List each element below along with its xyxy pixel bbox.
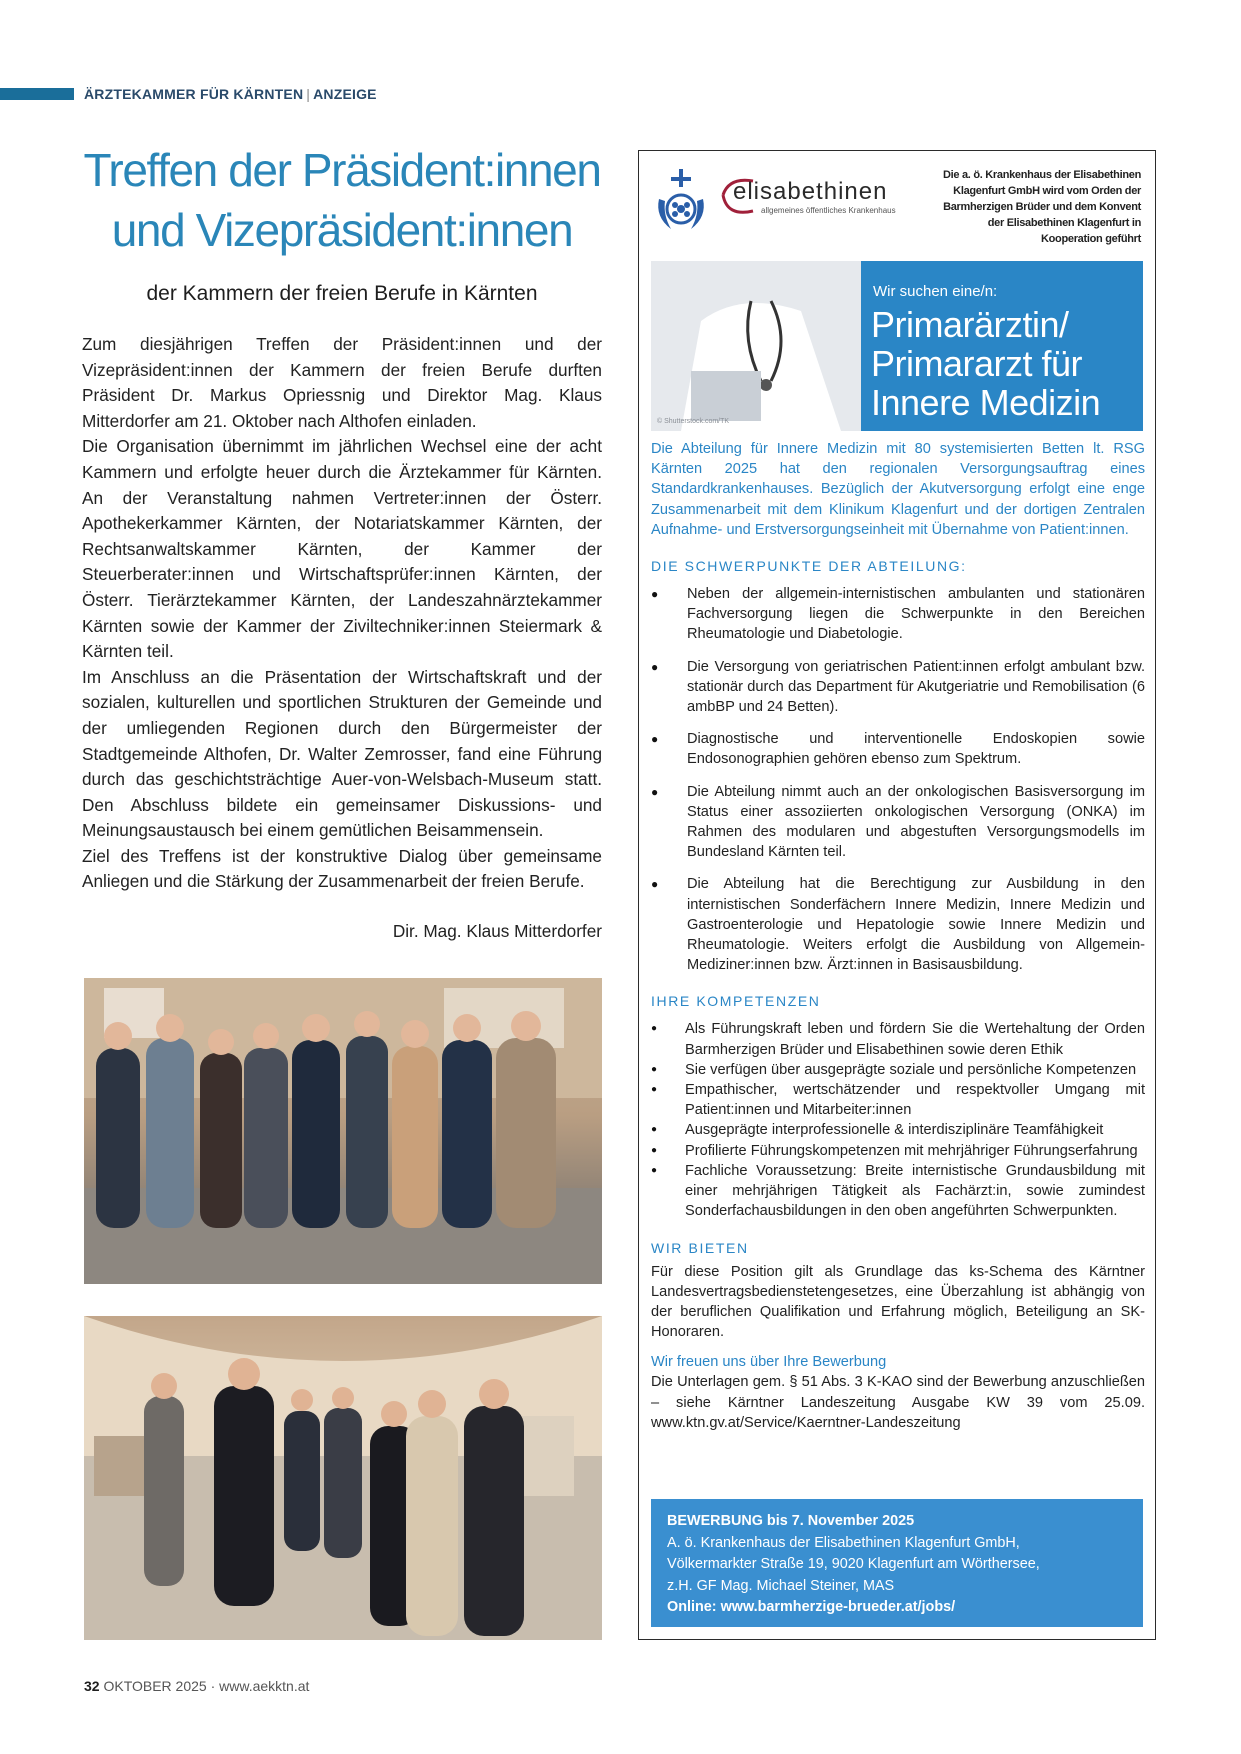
- application-address-line: A. ö. Krankenhaus der Elisabethinen Klagenfurt GmbH,: [667, 1534, 1020, 1551]
- logo-name: elisabethinen: [733, 178, 888, 205]
- competence-heading: IHRE KOMPETENZEN: [651, 993, 821, 1010]
- application-deadline: BEWERBUNG bis 7. November 2025: [667, 1513, 915, 1529]
- article-title: [82, 140, 602, 260]
- section-separator: |: [306, 86, 311, 102]
- article-paragraph: Die Organisation übernimmt im jährlichen Wechsel eine der acht Kammern und erfolgte heuer durch die Ärztekammer für Kärnten. An der Veranstaltung nahmen Vertreter:innen der Österr. Apothekerkammer Kärnten, der Notariatskammer Kärnten, der Rechtsanwaltskammer Kärnten, der Kammer der Steuerberater:innen und Wirtschaftsprüfer:innen Kärnten, der Österr. Tierärztekammer Kärnten, der Landeszahnärztekammer Kärnten sowie der Kammer der Ziviltechniker:innen Steiermark & Kärnten teil.: [82, 436, 602, 662]
- job-title: [871, 305, 1100, 422]
- we-search-label: Wir suchen eine/n:: [873, 283, 998, 300]
- group-photo: [84, 978, 602, 1284]
- offer-heading: WIR BIETEN: [651, 1239, 749, 1256]
- museum-tour-photo: [84, 1316, 602, 1640]
- group-photo-illustration: [84, 978, 602, 1284]
- article-subtitle: der Kammern der freien Berufe in Kärnten: [146, 282, 538, 305]
- photo-credit: © Shutterstock.com/TK: [657, 418, 730, 425]
- section-tag: ANZEIGE: [313, 86, 377, 102]
- apply-heading: Wir freuen uns über Ihre Bewerbung: [651, 1354, 887, 1371]
- list-item: ● Als Führungskraft leben und fördern Sie die Wertehaltung der Orden Barmherzigen Brüder und Elisabethinen sowie deren Ethik: [651, 1019, 1145, 1059]
- article-title-line1: Treffen der Präsident:innen: [83, 144, 601, 196]
- article-signature: Dir. Mag. Klaus Mitterdorfer: [392, 921, 602, 942]
- header-accent-bar: [0, 88, 74, 100]
- elisabethinen-logo: [649, 165, 919, 239]
- job-title-line1: Primarärztin/: [871, 304, 1069, 345]
- logo-subtitle: allgemeines öffentliches Krankenhaus: [761, 206, 896, 215]
- list-item: ● Sie verfügen über ausgeprägte soziale und persönliche Kompetenzen: [651, 1060, 1145, 1080]
- list-item: ● Die Abteilung nimmt auch an der onkologischen Basisversorgung im Status einer assoziierten onkologischen Versorgung (ONKA) im Rahmen des modularen und abgestuften Versorgungsmodells im Bundesland Kärnten teil.: [651, 782, 1145, 863]
- list-item: ● Profilierte Führungskompetenzen mit mehrjähriger Führungserfahrung: [651, 1141, 1145, 1161]
- doctor-illustration: [651, 261, 861, 431]
- list-item: ● Ausgeprägte interprofessionelle & interdisziplinäre Teamfähigkeit: [651, 1120, 1145, 1140]
- ad-owner-note: Die a. ö. Krankenhaus der Elisabethinen Klagenfurt GmbH wird vom Orden der Barmherzigen Brüder und dem Konvent der Elisabethinen Klagenfurt in Kooperation geführt: [943, 169, 1141, 245]
- ad-intro: Die Abteilung für Innere Medizin mit 80 systemisierten Betten lt. RSG Kärnten 2025 hat den regionalen Versorgungsauftrag eines Standardkrankenhauses. Bezüglich der Akutversorgung erfolgt eine enge Zusammenarbeit mit dem Klinikum Klagenfurt und der dortigen Zentralen Aufnahme- und Erstversorgungseinheit mit Übernahme von Patient:innen.: [651, 441, 1145, 538]
- list-item: ● Neben der allgemein-internistischen ambulanten und stationären Fachversorgung liegen die Schwerpunkte in den Bereichen Rheumatologie und Diabetologie.: [651, 584, 1145, 645]
- list-item: ● Fachliche Voraussetzung: Breite internistische Grundausbildung mit einer mehrjährigen Tätigkeit als Fachärzt:in, sowie zumindest Sonderfachausbildungen in den oben angeführten Schwerpunkten.: [651, 1161, 1145, 1222]
- ad-content: [651, 439, 1145, 1433]
- section-header: [84, 86, 377, 102]
- list-item: ● Die Versorgung von geriatrischen Patient:innen erfolgt ambulant bzw. stationär durch das Department für Akutgeriatrie und Remobilisation (6 ambBP und 24 Betten).: [651, 657, 1145, 718]
- application-box: [651, 1499, 1143, 1627]
- list-item: ● Empathischer, wertschätzender und respektvoller Umgang mit Patient:innen und Mitarbeiter:innen: [651, 1080, 1145, 1120]
- article-title-line2: und Vizepräsident:innen: [111, 204, 573, 256]
- doctor-stethoscope-image: [651, 261, 861, 431]
- list-item: ● Die Abteilung hat die Berechtigung zur Ausbildung in den internistischen Sonderfächern Innere Medizin, Innere Medizin und Gastroenterologie und Hepatologie sowie Innere Medizin und Rheumatologie. Weiters erfolgt die Ausbildung von Allgemein-Mediziner:innen bzw. Ärzt:innen in Basisausbildung.: [651, 874, 1145, 975]
- application-address-line: Völkermarkter Straße 19, 9020 Klagenfurt am Wörthersee,: [667, 1556, 1040, 1573]
- museum-tour-photo-illustration: [84, 1316, 602, 1640]
- ad-banner: [651, 261, 1143, 431]
- list-item: ● Diagnostische und interventionelle Endoskopien sowie Endosonographien gehören ebenso zum Spektrum.: [651, 729, 1145, 769]
- application-online-link[interactable]: Online: www.barmherzige-brueder.at/jobs/: [667, 1599, 956, 1616]
- job-title-line3: Innere Medizin: [871, 382, 1101, 423]
- article-body: [82, 332, 602, 895]
- footer-text: OKTOBER 2025 · www.aekktn.at: [103, 1678, 310, 1694]
- job-title-line2: Primararzt für: [871, 343, 1083, 384]
- offer-text: Für diese Position gilt als Grundlage das ks-Schema des Kärntner Landesvertragsbedienstetengesetzes, eine Überzahlung ist abhängig von der beruflichen Qualifikation und Erfahrung möglich, Beteiligung an SK-Honoraren.: [651, 1263, 1145, 1341]
- focus-heading: DIE SCHWERPUNKTE DER ABTEILUNG:: [651, 558, 967, 575]
- competence-list: [651, 1019, 1145, 1221]
- apply-text: Die Unterlagen gem. § 51 Abs. 3 K-KAO sind der Bewerbung anzuschließen – siehe Kärntner Landeszeitung Ausgabe KW 39 vom 25.09. www.ktn.gv.at/Service/Kaerntner-Landeszeitung: [651, 1374, 1145, 1431]
- article-paragraph: Zum diesjährigen Treffen der Präsident:innen und der Vizepräsident:innen der Kammern der freien Berufe durften Präsident Dr. Markus Opriessnig und Direktor Mag. Klaus Mitterdorfer am 21. Oktober nach Althofen einladen.: [82, 334, 602, 431]
- page-footer: [84, 1678, 309, 1694]
- article-paragraph: Im Anschluss an die Präsentation der Wirtschaftskraft und der sozialen, kulturellen und sportlichen Strukturen der Gemeinde und der umliegenden Regionen durch den Bürgermeister der Stadtgemeinde Althofen, Dr. Walter Zemrosser, fand eine Führung durch das geschichtsträchtige Auer-von-Welsbach-Museum statt. Den Abschluss bildete ein gemeinsamer Diskussions- und Meinungsaustausch bei einem gemütlichen Beisammensein.: [82, 666, 602, 841]
- section-name: ÄRZTEKAMMER FÜR KÄRNTEN: [84, 86, 304, 102]
- job-advertisement: [638, 150, 1156, 1640]
- page-number: 32: [84, 1678, 100, 1694]
- article-paragraph: Ziel des Treffens ist der konstruktive Dialog über gemeinsame Anliegen und die Stärkung der Zusammenarbeit der freien Berufe.: [82, 845, 602, 892]
- application-contact: z.H. GF Mag. Michael Steiner, MAS: [667, 1577, 895, 1594]
- elisabethinen-logo-icon: [649, 165, 919, 239]
- focus-list: [651, 584, 1145, 975]
- article: [82, 140, 602, 942]
